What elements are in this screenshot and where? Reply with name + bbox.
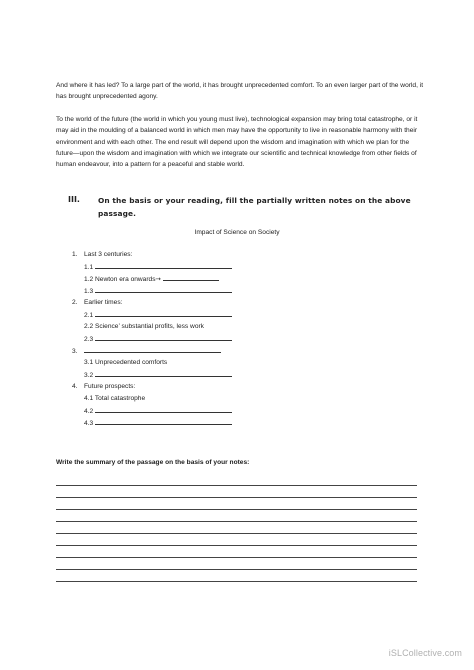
right-arrow-icon: → [155, 275, 161, 283]
item-text: Total catastrophe [94, 395, 146, 402]
summary-writing-line [56, 581, 417, 582]
section-heading: Last 3 centuries: [84, 251, 133, 258]
item-number: 2.3 [84, 336, 94, 343]
blank-line [95, 370, 232, 377]
blank-line [84, 346, 221, 353]
notes-section-3 [72, 346, 221, 357]
question-number: III. [68, 195, 80, 204]
summary-title: Write the summary of the passage on the basis of your notes: [56, 459, 250, 466]
item-number: 1.2 [84, 276, 94, 283]
blank-line [163, 274, 219, 281]
notes-section-2 [72, 298, 122, 308]
blank-line [95, 334, 232, 341]
item-number: 4.1 [84, 395, 94, 402]
section-number: 1. [72, 251, 78, 258]
summary-writing-line [56, 497, 417, 498]
summary-writing-line [56, 521, 417, 522]
item-text: Science’ substantial profits, less work [95, 323, 204, 330]
item-number: 2.1 [84, 312, 94, 319]
notes-item-4-2 [84, 406, 232, 417]
notes-section-1 [72, 250, 132, 260]
section-heading: Earlier times: [84, 299, 123, 306]
item-number: 4.3 [84, 420, 94, 427]
section-number: 2. [72, 299, 78, 306]
summary-writing-line [56, 509, 417, 510]
item-text: Newton era onwards [95, 276, 156, 283]
watermark: iSLCollective.com [388, 648, 462, 658]
item-text: Unprecedented comforts [95, 359, 168, 366]
summary-writing-line [56, 557, 417, 558]
blank-line [95, 406, 232, 413]
item-number: 3.1 [84, 359, 94, 366]
notes-item-1-3 [84, 286, 232, 297]
item-number: 3.2 [84, 372, 94, 379]
item-number: 2.2 [84, 323, 94, 330]
item-number: 1.3 [84, 288, 94, 295]
passage-paragraph-2: To the world of the future (the world in which you young must live), technological expansion may bring total catastrophe, or it may aid in the moulding of a balanced world in which men may have the opportunity to live in reasonable harmony with their environment and with each other. The end result will depend upon the wisdom and imagination with which we plan for the future—upon the wisdom and imagination with which we integrate our scientific and technical knowledge from other fields of human endeavour, into a pattern for a peaceful and stable world. [56, 116, 418, 169]
notes-item-2-2 [84, 322, 204, 332]
summary-writing-line [56, 485, 417, 486]
notes-section-4 [72, 382, 135, 392]
item-number: 1.1 [84, 264, 94, 271]
summary-writing-line [56, 533, 417, 534]
notes-item-3-2 [84, 370, 232, 381]
notes-item-4-1 [84, 394, 145, 404]
blank-line [95, 418, 232, 425]
notes-title: Impact of Science on Society [194, 229, 280, 236]
section-number: 4. [72, 383, 78, 390]
section-heading: Future prospects: [84, 383, 136, 390]
blank-line [95, 286, 232, 293]
notes-item-4-3 [84, 418, 232, 429]
passage-paragraph-1: And where it has led? To a large part of the world, it has brought unprecedented comfort. To an even larger part of the world, it has brought unprecedented agony. [56, 82, 424, 101]
summary-writing-line [56, 545, 417, 546]
notes-item-1-1 [84, 262, 232, 273]
summary-writing-line [56, 569, 417, 570]
section-number: 3. [72, 348, 78, 355]
blank-line [95, 262, 232, 269]
notes-item-2-1 [84, 310, 232, 321]
blank-line [95, 310, 232, 317]
item-number: 4.2 [84, 408, 94, 415]
notes-item-2-3 [84, 334, 232, 345]
question-instruction: On the basis or your reading, fill the partially written notes on the above passage. [98, 196, 411, 218]
notes-item-1-2 [84, 274, 219, 285]
notes-item-3-1 [84, 358, 167, 368]
